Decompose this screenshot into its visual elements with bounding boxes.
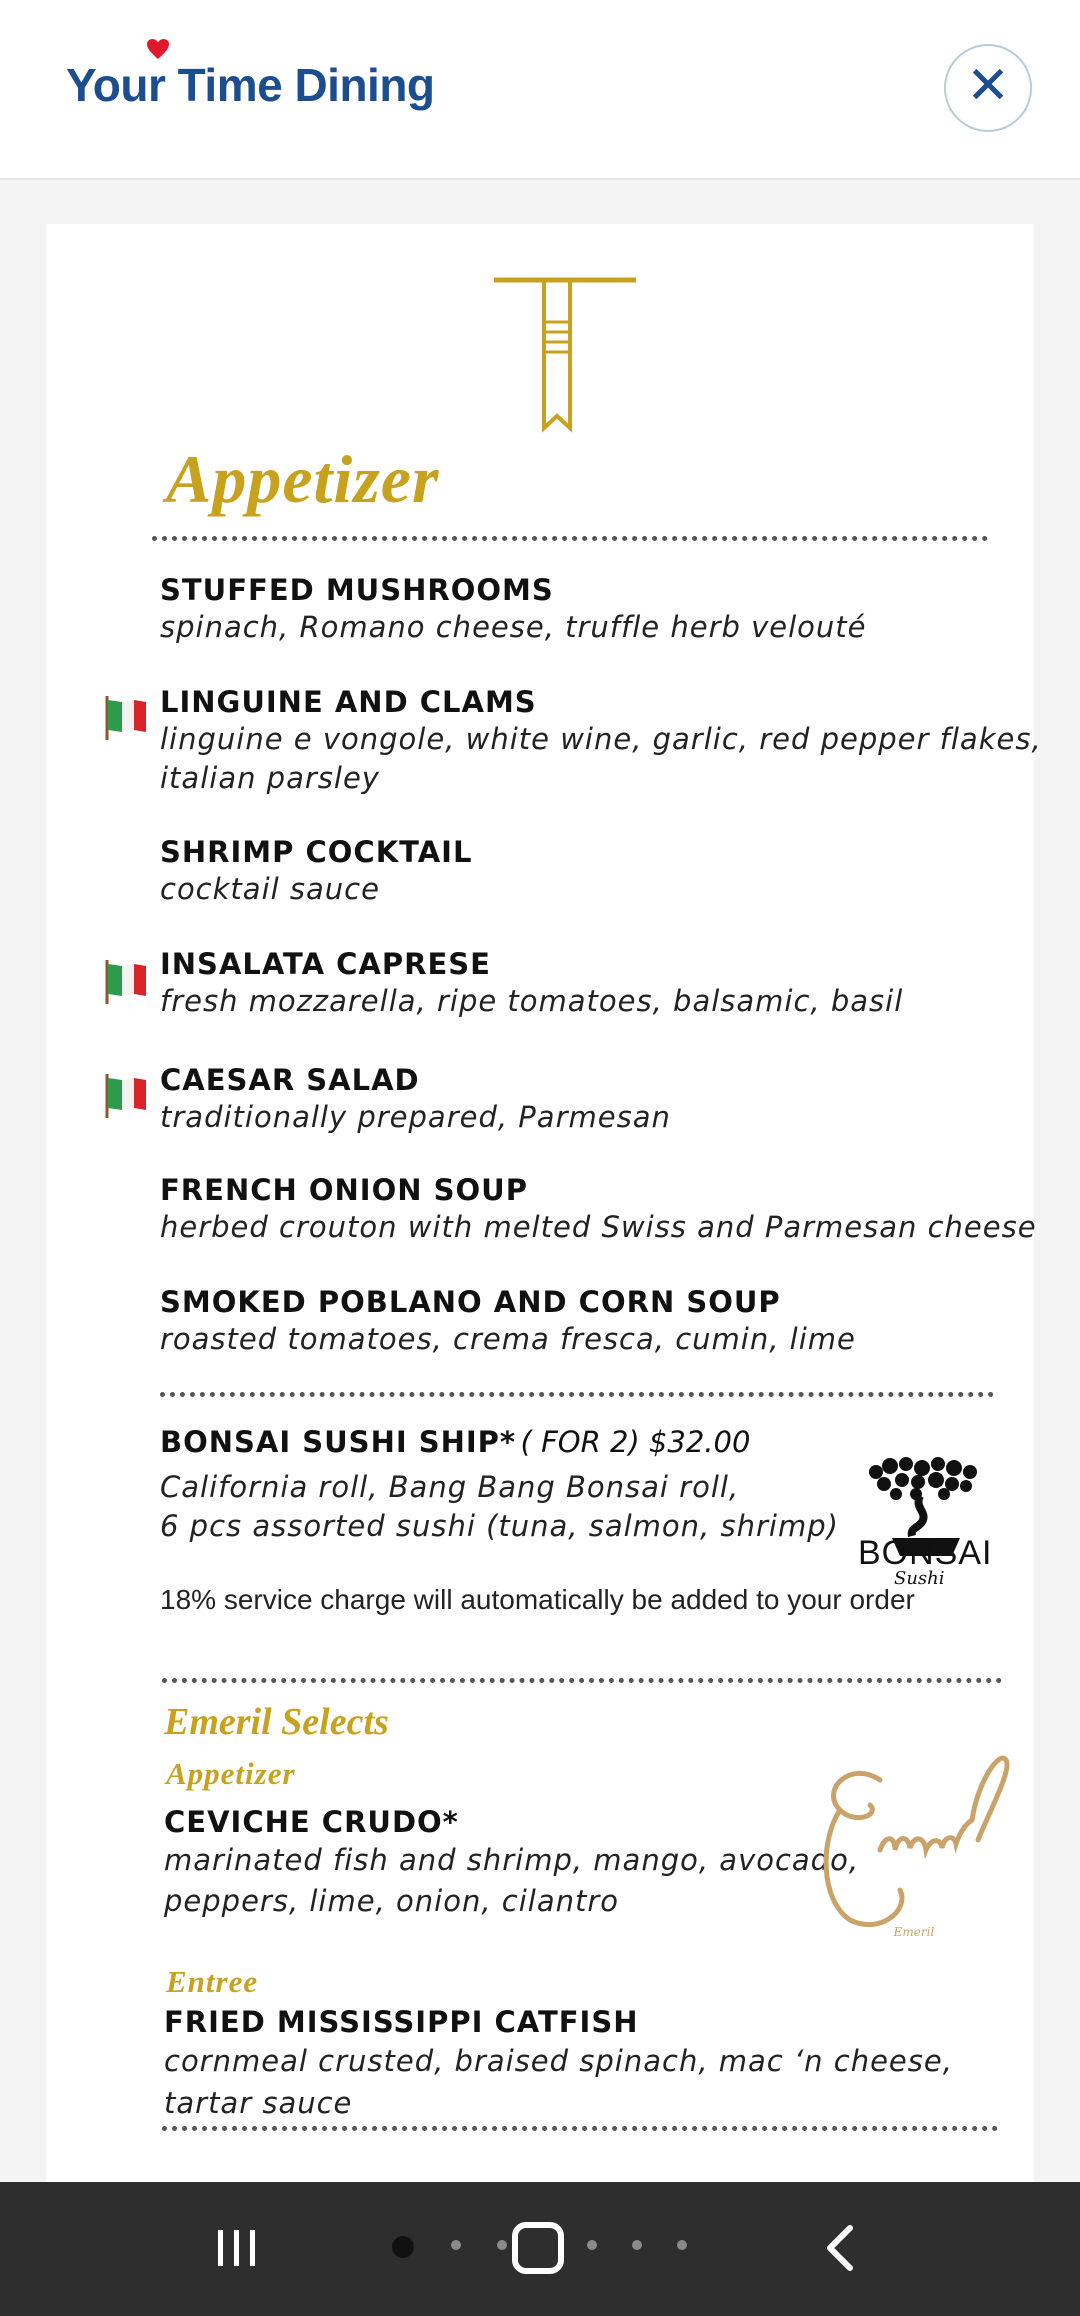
item-desc: linguine e vongole, white wine, garlic, red pepper flakes, [160, 722, 1042, 756]
divider [152, 536, 988, 541]
item-price: ( FOR 2) $32.00 [520, 1425, 751, 1459]
item-desc: cornmeal crusted, braised spinach, mac ‘n cheese, [164, 2044, 953, 2078]
bonsai-logo-sub: Sushi [894, 1568, 945, 1589]
menu-item [160, 572, 867, 647]
recent-apps-icon[interactable] [214, 2228, 260, 2268]
menu-item [164, 1804, 859, 1922]
menu-item [164, 2004, 953, 2124]
item-desc: tartar sauce [164, 2086, 353, 2120]
item-desc: roasted tomatoes, crema fresca, cumin, lime [160, 1322, 856, 1356]
menu-item [160, 946, 903, 1021]
item-name: FRENCH ONION SOUP [160, 1173, 528, 1207]
item-name: INSALATA CAPRESE [160, 947, 491, 981]
page-indicator-dot [677, 2240, 687, 2250]
bonsai-sushi-item [160, 1422, 839, 1546]
home-icon[interactable] [512, 2222, 564, 2274]
italy-flag-icon [104, 694, 148, 740]
item-name: FRIED MISSISSIPPI CATFISH [164, 2005, 639, 2039]
item-desc: California roll, Bang Bang Bonsai roll, [160, 1470, 740, 1504]
close-icon: ✕ [966, 56, 1010, 116]
item-name: SMOKED POBLANO AND CORN SOUP [160, 1285, 781, 1319]
section-title: Appetizer [166, 441, 440, 517]
item-desc: traditionally prepared, Parmesan [160, 1100, 671, 1134]
item-name: STUFFED MUSHROOMS [160, 573, 554, 607]
item-desc: fresh mozzarella, ripe tomatoes, balsamic, basil [160, 984, 904, 1018]
page-indicator-dot [392, 2236, 414, 2258]
page-indicator-dot [497, 2240, 507, 2250]
page-indicator-dot [632, 2240, 642, 2250]
menu-item [160, 834, 472, 909]
bonsai-logo-text: BONSAI [858, 1534, 993, 1572]
restaurant-logo-icon [492, 276, 638, 436]
app-header [0, 0, 1080, 180]
item-desc: herbed crouton with melted Swiss and Parmesan cheese [160, 1210, 1037, 1244]
item-desc: peppers, lime, onion, cilantro [164, 1884, 620, 1918]
heart-icon [146, 38, 170, 60]
item-name: CEVICHE CRUDO* [164, 1805, 459, 1839]
menu-item [160, 1062, 671, 1137]
emeril-signature-text: Emeril [893, 1925, 935, 1939]
divider [160, 1392, 994, 1397]
item-desc: spinach, Romano cheese, truffle herb velouté [160, 610, 867, 644]
emeril-selects-title: Emeril Selects [164, 1701, 389, 1743]
italy-flag-icon [104, 1072, 148, 1118]
close-button[interactable] [944, 44, 1032, 132]
item-name: LINGUINE AND CLAMS [160, 685, 537, 719]
brand-title: Your Time Dining [66, 59, 435, 111]
item-name: BONSAI SUSHI SHIP* [160, 1425, 517, 1459]
item-desc: cocktail sauce [160, 872, 380, 906]
page-indicator-dot [451, 2240, 461, 2250]
menu-item [160, 1284, 856, 1359]
item-desc: italian parsley [160, 761, 380, 795]
divider [162, 1678, 1002, 1683]
divider [162, 2126, 998, 2131]
back-icon[interactable] [820, 2222, 860, 2274]
item-desc: 6 pcs assorted sushi (tuna, salmon, shrimp) [160, 1509, 839, 1543]
service-charge-note: 18% service charge will automatically be added to your order [160, 1584, 915, 1615]
item-desc: marinated fish and shrimp, mango, avocado, [164, 1843, 860, 1877]
menu-item [160, 684, 1042, 798]
item-name: CAESAR SALAD [160, 1063, 420, 1097]
menu-item [160, 1172, 1037, 1247]
emeril-appetizer-label: Appetizer [166, 1756, 296, 1791]
page-indicator-dot [587, 2240, 597, 2250]
item-name: SHRIMP COCKTAIL [160, 835, 473, 869]
italy-flag-icon [104, 958, 148, 1004]
emeril-signature-logo [810, 1740, 1020, 1940]
emeril-entree-label: Entree [166, 1964, 259, 1999]
